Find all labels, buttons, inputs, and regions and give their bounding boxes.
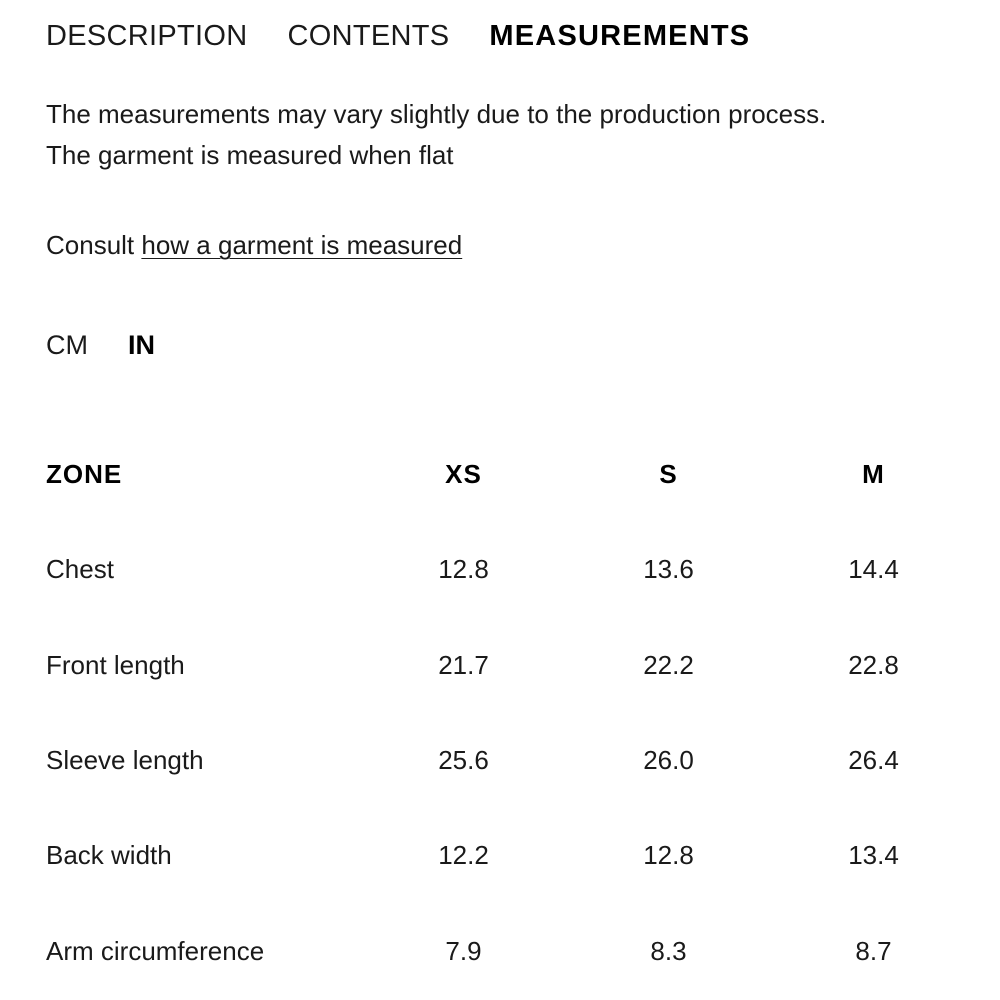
tab-measurements[interactable]: MEASUREMENTS	[489, 20, 751, 52]
table-row	[46, 713, 976, 808]
header-size-xs: XS	[445, 459, 482, 490]
tab-contents[interactable]: CONTENTS	[287, 20, 450, 52]
value-cell: 14.4	[848, 554, 899, 585]
header-size-m: M	[862, 459, 885, 490]
how-measured-link[interactable]: how a garment is measured	[141, 230, 463, 260]
value-cell: 25.6	[438, 745, 489, 776]
table-header-row	[46, 427, 976, 522]
value-cell: 26.0	[643, 745, 694, 776]
zone-cell: Sleeve length	[46, 745, 204, 776]
value-cell: 8.3	[650, 935, 687, 966]
measurements-description	[46, 94, 826, 176]
unit-toggle	[46, 330, 195, 361]
value-cell: 13.6	[643, 554, 694, 585]
value-cell: 7.9	[445, 935, 482, 966]
unit-cm-button[interactable]: CM	[46, 330, 88, 360]
zone-cell: Front length	[46, 649, 185, 680]
zone-cell: Chest	[46, 554, 114, 585]
table-row	[46, 618, 976, 713]
unit-in-button[interactable]: IN	[128, 330, 155, 360]
value-cell: 26.4	[848, 745, 899, 776]
zone-cell: Back width	[46, 840, 172, 871]
consult-prefix: Consult	[46, 230, 142, 260]
header-zone: ZONE	[46, 459, 123, 490]
consult-text	[46, 226, 462, 264]
value-cell: 12.8	[643, 840, 694, 871]
value-cell: 12.8	[438, 554, 489, 585]
header-size-s: S	[659, 459, 678, 490]
value-cell: 13.4	[848, 840, 899, 871]
value-cell: 22.8	[848, 649, 899, 680]
table-row	[46, 808, 976, 903]
description-line-2: The garment is measured when flat	[46, 140, 454, 170]
value-cell: 12.2	[438, 840, 489, 871]
zone-cell: Arm circumference	[46, 935, 265, 966]
description-line-1: The measurements may vary slightly due to the production process.	[46, 99, 827, 129]
value-cell: 8.7	[855, 935, 892, 966]
product-info-tabs	[46, 20, 790, 53]
table-row	[46, 903, 976, 998]
table-row	[46, 522, 976, 617]
value-cell: 22.2	[643, 649, 694, 680]
value-cell: 21.7	[438, 649, 489, 680]
tab-description[interactable]: DESCRIPTION	[46, 20, 248, 52]
measurements-table	[46, 427, 976, 999]
